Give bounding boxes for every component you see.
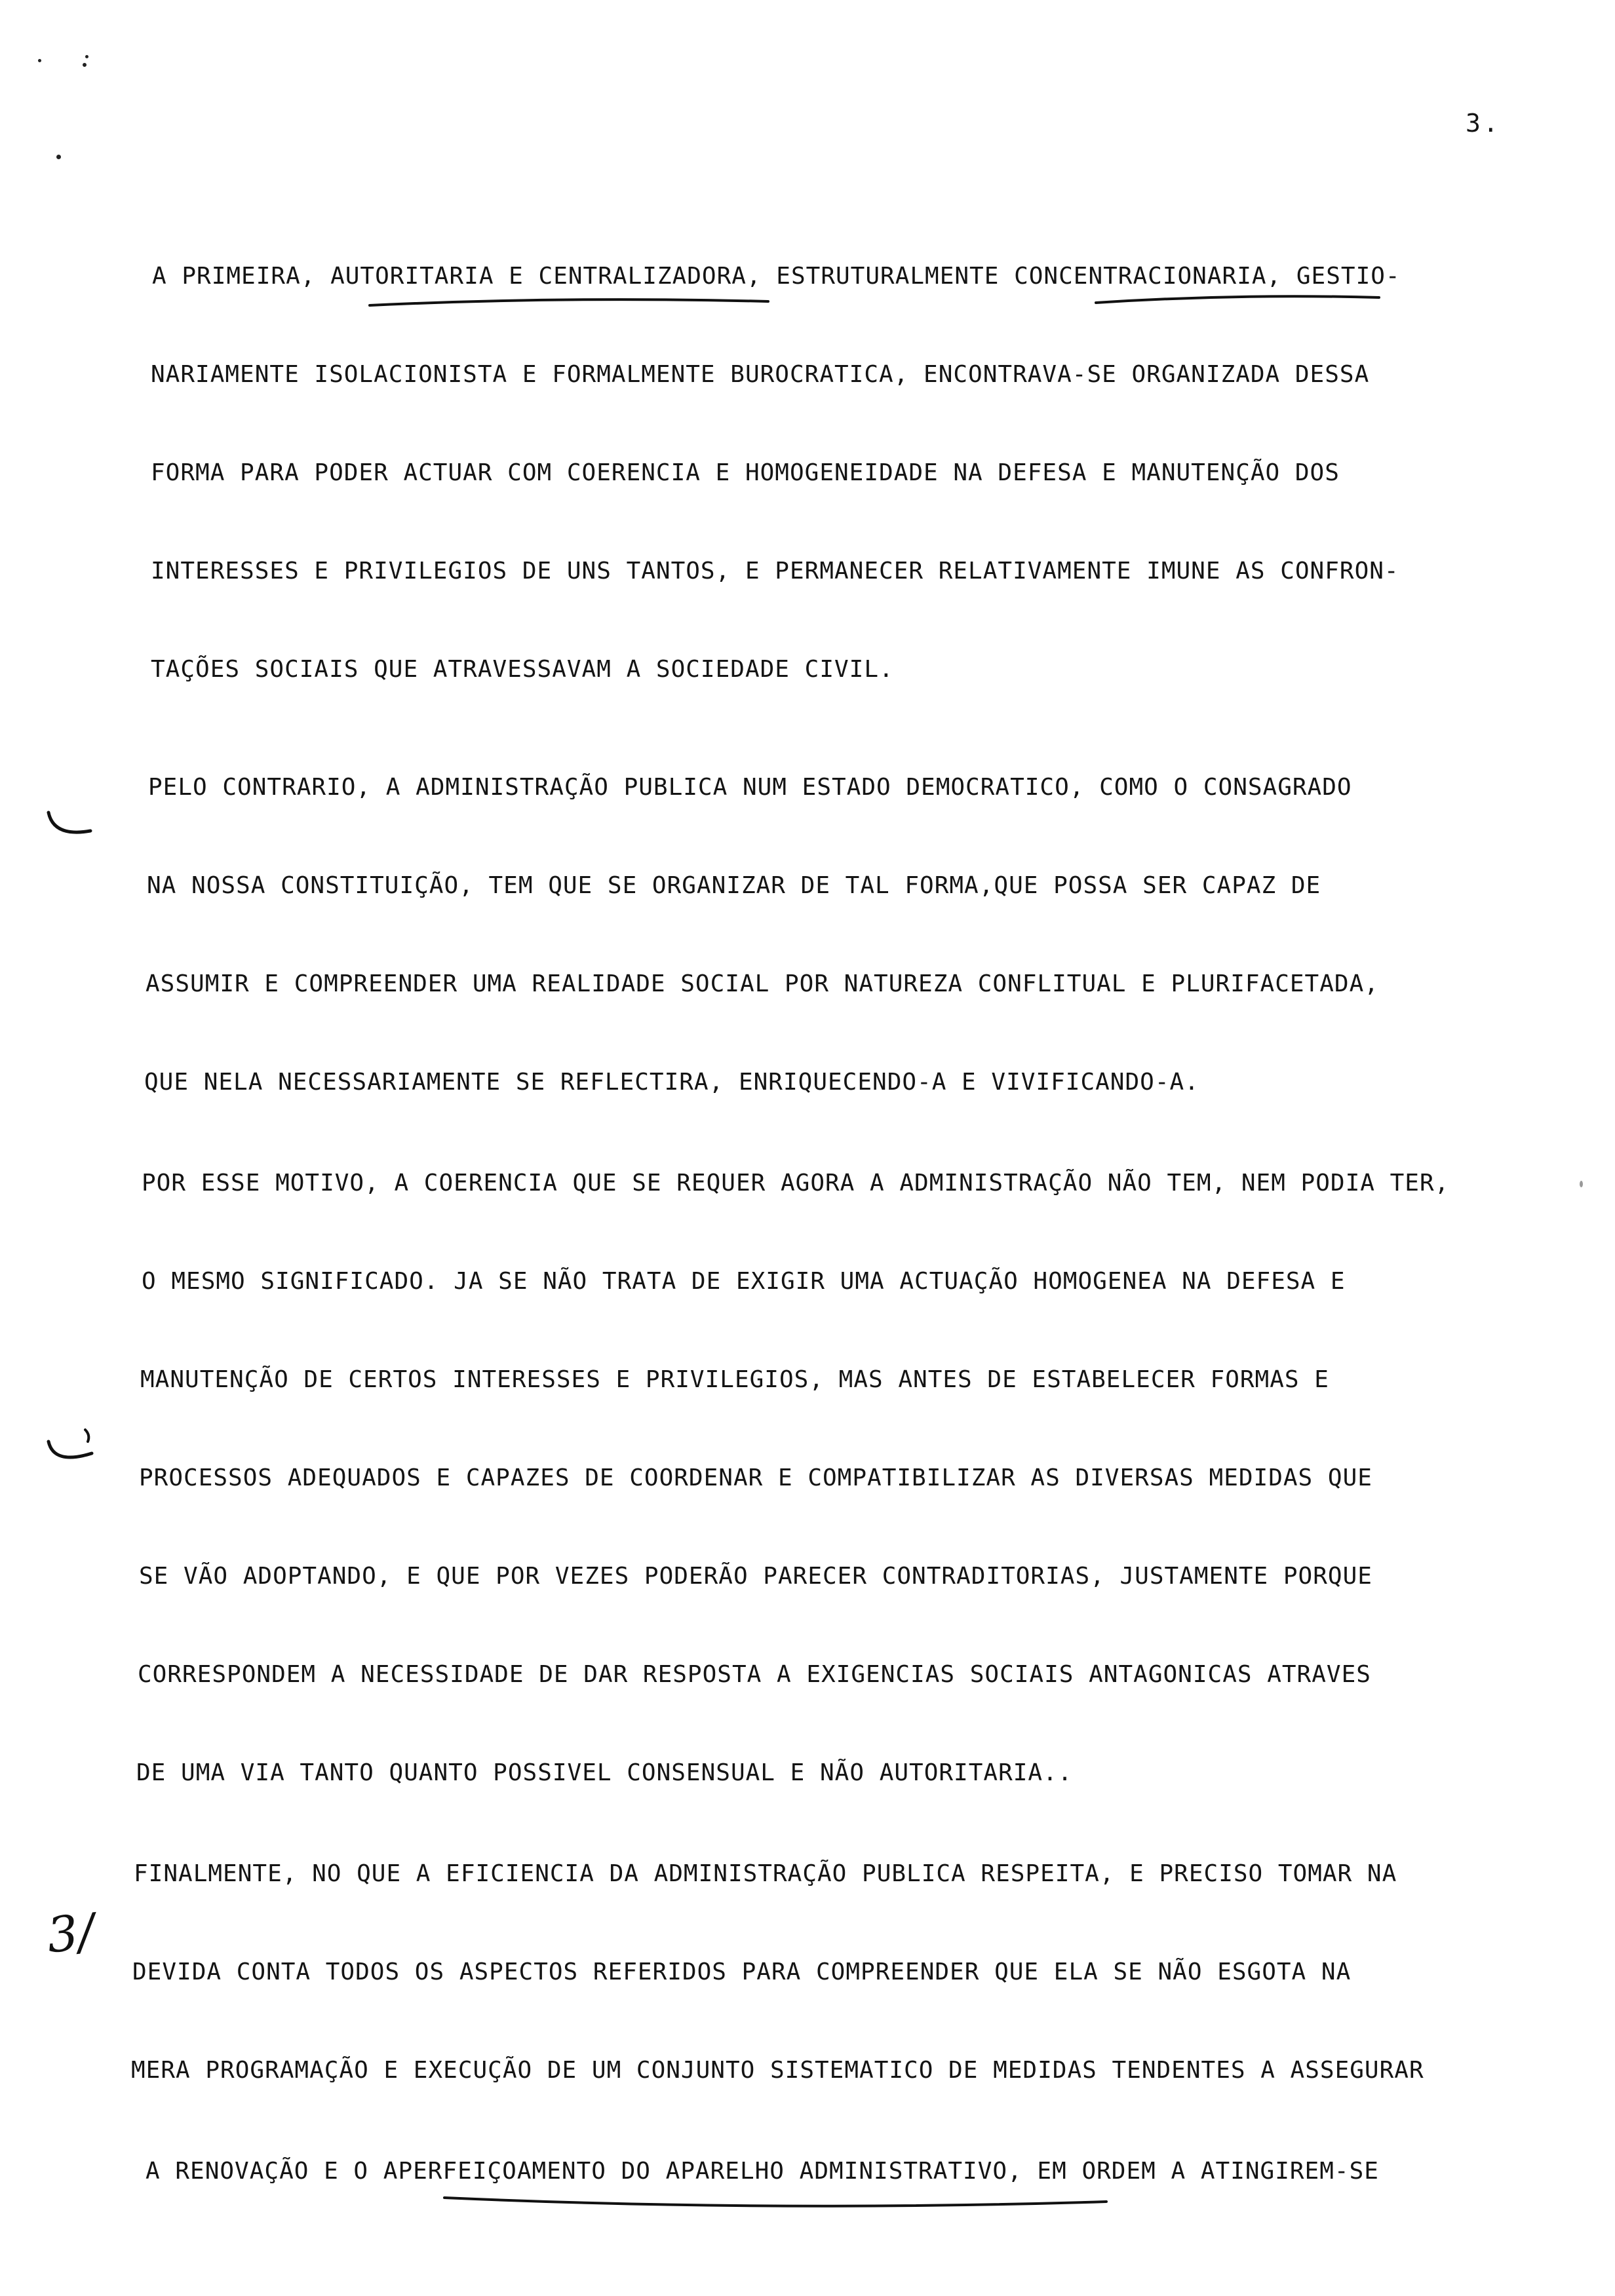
handwritten-underline [1093, 290, 1382, 309]
text-line-3: FORMA PARA PODER ACTUAR COM COERENCIA E HOMOGENEIDADE NA DEFESA E MANUTENÇÃO DOS [151, 459, 1340, 486]
text-line-5: TAÇÕES SOCIAIS QUE ATRAVESSAVAM A SOCIEDADE CIVIL. [151, 656, 894, 683]
text-line-2: NARIAMENTE ISOLACIONISTA E FORMALMENTE BUROCRATICA, ENCONTRAVA-SE ORGANIZADA DESSA [151, 361, 1370, 388]
text-line-7: NA NOSSA CONSTITUIÇÃO, TEM QUE SE ORGANIZAR DE TAL FORMA,QUE POSSA SER CAPAZ DE [147, 872, 1321, 899]
handwritten-underline [442, 2189, 1110, 2212]
margin-bracket-mark [43, 1426, 98, 1468]
text-line-1: A PRIMEIRA, AUTORITARIA E CENTRALIZADORA, ESTRUTURALMENTE CONCENTRACIONARIA, GESTIO- [152, 263, 1401, 290]
scan-speck [1580, 1181, 1583, 1187]
text-line-20: A RENOVAÇÃO E O APERFEIÇOAMENTO DO APARELHO ADMINISTRATIVO, EM ORDEM A ATINGIREM-SE [146, 2158, 1379, 2185]
text-line-14: SE VÃO ADOPTANDO, E QUE POR VEZES PODERÃO PARECER CONTRADITORIAS, JUSTAMENTE PORQUE [139, 1563, 1372, 1590]
text-line-13: PROCESSOS ADEQUADOS E CAPAZES DE COORDENAR E COMPATIBILIZAR AS DIVERSAS MEDIDAS QUE [139, 1464, 1372, 1491]
text-line-15: CORRESPONDEM A NECESSIDADE DE DAR RESPOSTA A EXIGENCIAS SOCIAIS ANTAGONICAS ATRAVES [138, 1661, 1371, 1688]
handwritten-underline [367, 294, 773, 313]
scan-speck [38, 59, 41, 62]
scan-speck [56, 155, 61, 159]
text-line-9: QUE NELA NECESSARIAMENTE SE REFLECTIRA, ENRIQUECENDO-A E VIVIFICANDO-A. [144, 1069, 1199, 1096]
text-line-17: FINALMENTE, NO QUE A EFICIENCIA DA ADMINISTRAÇÃO PUBLICA RESPEITA, E PRECISO TOMAR NA [134, 1860, 1397, 1887]
text-line-8: ASSUMIR E COMPREENDER UMA REALIDADE SOCIAL POR NATUREZA CONFLITUAL E PLURIFACETADA, [146, 970, 1379, 997]
text-line-18: DEVIDA CONTA TODOS OS ASPECTOS REFERIDOS PARA COMPREENDER QUE ELA SE NÃO ESGOTA NA [132, 1959, 1352, 1985]
margin-annotation: 3/ [44, 1903, 98, 1964]
page-number: 3. [1466, 109, 1501, 138]
text-line-16: DE UMA VIA TANTO QUANTO POSSIVEL CONSENSUAL E NÃO AUTORITARIA.. [136, 1759, 1073, 1786]
text-line-19: MERA PROGRAMAÇÃO E EXECUÇÃO DE UM CONJUNTO SISTEMATICO DE MEDIDAS TENDENTES A ASSEGURAR [131, 2057, 1424, 2084]
text-line-11: O MESMO SIGNIFICADO. JA SE NÃO TRATA DE EXIGIR UMA ACTUAÇÃO HOMOGENEA NA DEFESA E [142, 1268, 1346, 1295]
scan-speck [83, 63, 87, 67]
scan-speck [85, 55, 88, 58]
text-line-12: MANUTENÇÃO DE CERTOS INTERESSES E PRIVILEGIOS, MAS ANTES DE ESTABELECER FORMAS E [140, 1366, 1329, 1393]
text-line-6: PELO CONTRARIO, A ADMINISTRAÇÃO PUBLICA NUM ESTADO DEMOCRATICO, COMO O CONSAGRADO [148, 774, 1352, 801]
text-line-10: POR ESSE MOTIVO, A COERENCIA QUE SE REQUER AGORA A ADMINISTRAÇÃO NÃO TEM, NEM PODIA TER, [142, 1170, 1450, 1196]
margin-bracket-mark [45, 809, 97, 848]
text-line-4: INTERESSES E PRIVILEGIOS DE UNS TANTOS, E PERMANECER RELATIVAMENTE IMUNE AS CONFRON- [151, 558, 1399, 584]
